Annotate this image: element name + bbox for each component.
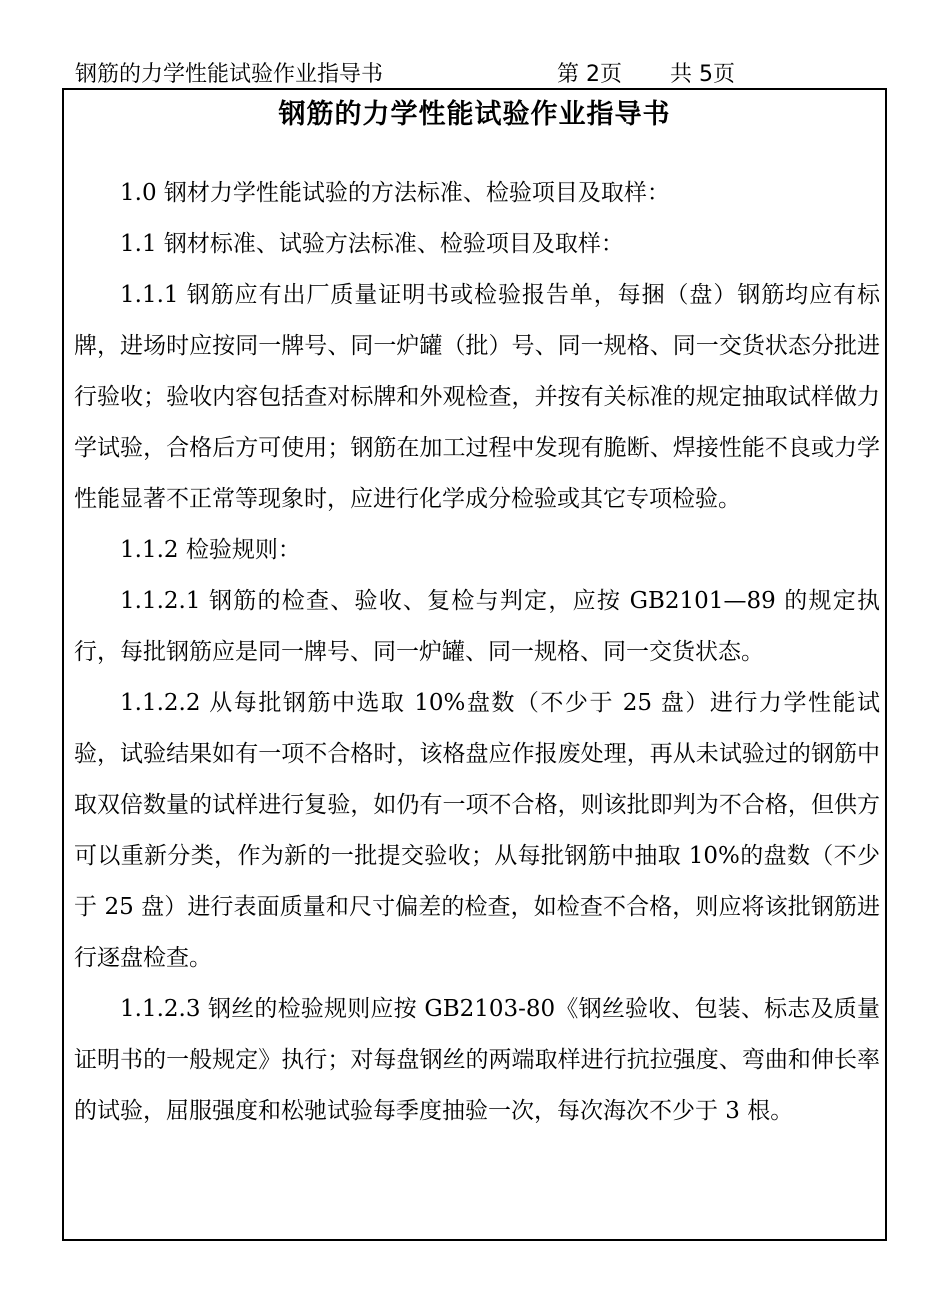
paragraph-1-1-2-3: 1.1.2.3 钢丝的检验规则应按 GB2103-80《钢丝验收、包装、标志及质量证明书的一般规定》执行；对每盘钢丝的两端取样进行抗拉强度、弯曲和伸长率的试验，屈服强度和松驰试验每季度抽验一次，每次海次不少于 3 根。 xyxy=(74,996,880,1124)
running-header xyxy=(75,60,875,90)
document-title: 钢筋的力学性能试验作业指导书 xyxy=(278,99,671,130)
paragraph-1-1-1: 1.1.1 钢筋应有出厂质量证明书或检验报告单，每捆（盘）钢筋均应有标牌，进场时应按同一牌号、同一炉罐（批）号、同一规格、同一交货状态分批进行验收；验收内容包括查对标牌和外观检查，并按有关标准的规定抽取试样做力学试验，合格后方可使用；钢筋在加工过程中发现有脆断、焊接性能不良或力学性能显著不正常等现象时，应进行化学成分检验或其它专项检验。 xyxy=(74,282,880,512)
paragraph-1-1: 1.1 钢材标准、试验方法标准、检验项目及取样： xyxy=(120,231,624,257)
paragraph-1-1-2-2: 1.1.2.2 从每批钢筋中选取 10%盘数（不少于 25 盘）进行力学性能试验，试验结果如有一项不合格时，该格盘应作报废处理，再从未试验过的钢筋中取双倍数量的试样进行复验，如仍有一项不合格，则该批即判为不合格，但供方可以重新分类，作为新的一批提交验收；从每批钢筋中抽取 10%的盘数（不少于 25 盘）进行表面质量和尺寸偏差的检查，如检查不合格，则应将该批钢筋进行逐盘检查。 xyxy=(74,690,880,971)
paragraph-1-0: 1.0 钢材力学性能试验的方法标准、检验项目及取样： xyxy=(120,180,670,206)
header-page-number: 第 2页 xyxy=(557,62,622,87)
document-body xyxy=(74,168,880,1137)
header-page-total: 共 5页 xyxy=(670,62,735,87)
content-frame xyxy=(62,88,887,1241)
header-document-name: 钢筋的力学性能试验作业指导书 xyxy=(75,62,384,87)
paragraph-1-1-2-1: 1.1.2.1 钢筋的检查、验收、复检与判定，应按 GB2101—89 的规定执行，每批钢筋应是同一牌号、同一炉罐、同一规格、同一交货状态。 xyxy=(74,588,880,665)
paragraph-1-1-2: 1.1.2 检验规则： xyxy=(120,537,301,563)
